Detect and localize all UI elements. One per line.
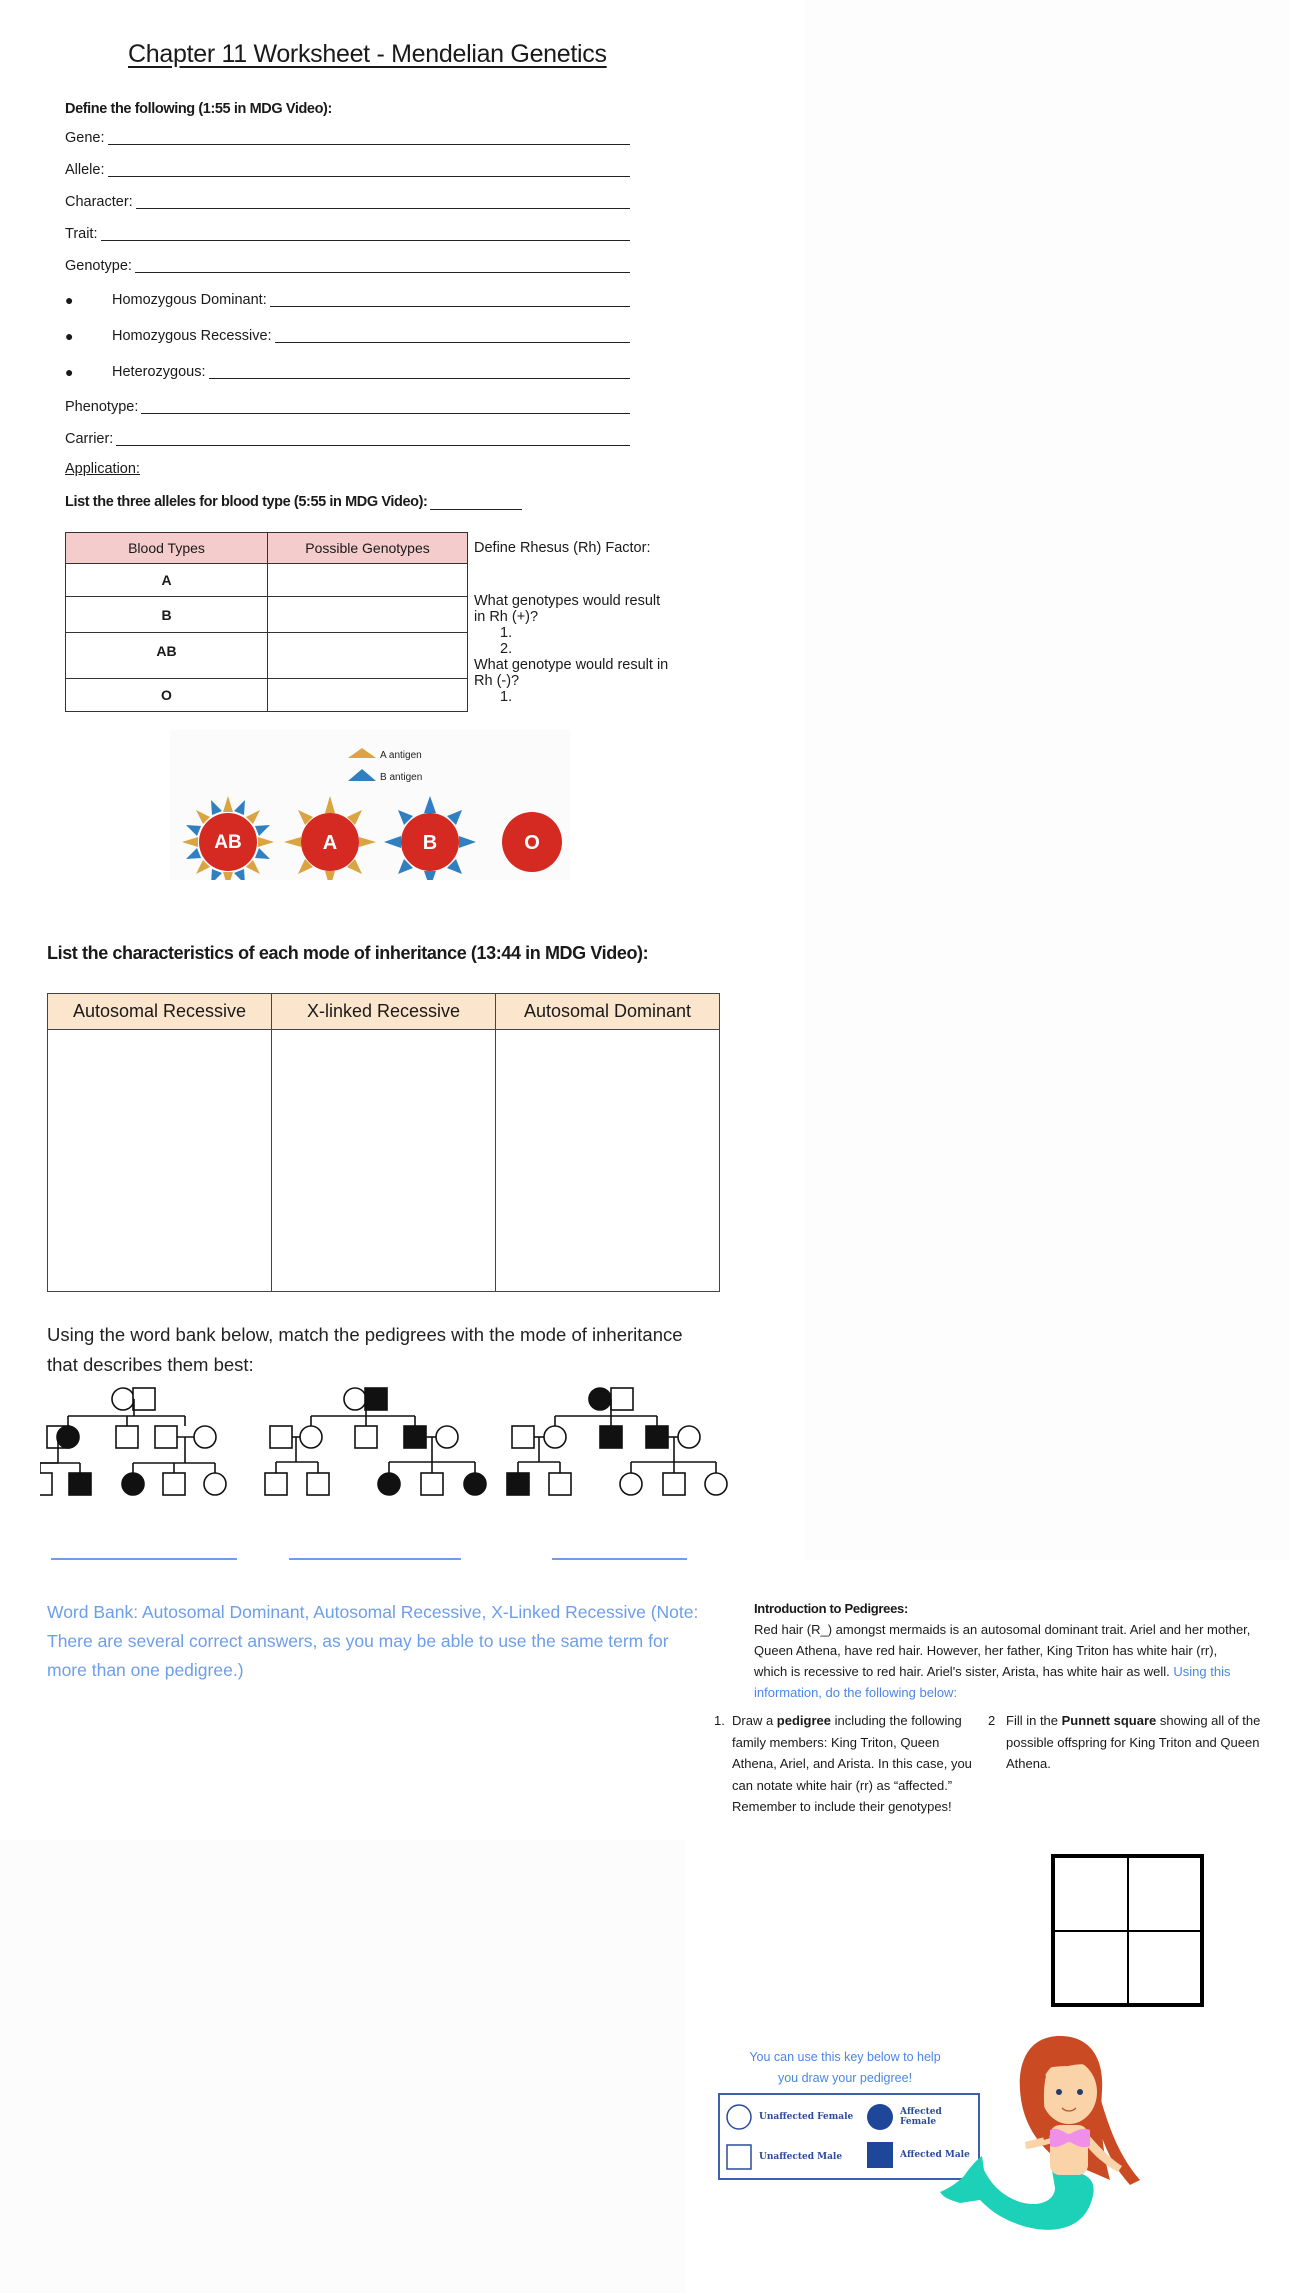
blood-type-table [65,532,468,712]
genotype-answer-cell[interactable] [268,679,468,712]
definition-answer-line[interactable] [116,430,630,446]
pedigree-2-answer-line[interactable] [289,1558,461,1560]
definition-row-phenotype [65,394,630,416]
modes-heading: List the characteristics of each mode of inheritance (13:44 in MDG Video): [47,943,649,963]
rh-positive-item: 1. [500,625,513,641]
worksheet-title: Chapter 11 Worksheet - Mendelian Genetics [128,40,607,68]
definition-label: Homozygous Dominant: [112,292,267,308]
blood-type-cell: A [66,564,268,597]
task-keyword: pedigree [776,1713,831,1728]
column-header-autosomal-recessive: Autosomal Recessive [48,994,272,1030]
table-header-row [66,533,468,564]
bullet-icon: ● [65,328,74,344]
rh-positive-question: What genotypes would result in Rh (+)? [474,593,661,625]
blood-antigen-figure [170,730,570,880]
key-label: Unaffected Male [759,2152,843,2162]
punnett-cell[interactable] [1128,1931,1202,2005]
definition-label: Gene: [65,130,105,146]
page-background-right [805,0,1290,1560]
answer-cell[interactable] [496,1030,720,1292]
key-item-unaffected-female [726,2104,853,2130]
definition-answer-line[interactable] [141,398,630,414]
antigen-diagram-icon [170,730,570,880]
intro-pedigrees [754,1598,1254,1703]
rh-negative-question: What genotype would result in Rh (-)? [474,657,669,689]
task-text: showing all of the possible offspring for King Triton and Queen Athena. [1006,1713,1261,1771]
table-row [66,564,468,597]
alleles-prompt [65,494,522,510]
definition-row-character [65,189,630,211]
genotype-answer-cell[interactable] [268,564,468,597]
key-caption: You can use this key below to help you draw your pedigree! [749,2050,941,2085]
definition-answer-line[interactable] [136,193,630,209]
definition-row-carrier [65,426,630,448]
task-number: 1. [714,1713,725,1728]
application-heading: Application: [65,461,140,477]
blood-type-cell: AB [66,633,268,679]
genotype-answer-cell[interactable] [268,597,468,633]
definition-row-homozygous-dominant [65,287,630,309]
pedigree-2 [265,1388,486,1495]
punnett-cell[interactable] [1054,1931,1128,2005]
definition-answer-line[interactable] [108,129,631,145]
definition-row-genotype [65,253,630,275]
svg-text:O: O [524,832,540,854]
rh-positive-item: 2. [500,641,513,657]
rh-negative-item: 1. [500,689,513,705]
pedigree-instruction: Using the word bank below, match the pedigrees with the mode of inheritance that describes them best: [47,1324,683,1375]
svg-text:AB: AB [214,832,242,853]
punnett-square [1051,1854,1204,2007]
task-punnett-square [988,1710,1261,1775]
column-header: Blood Types [66,533,268,564]
rh-define-prompt: Define Rhesus (Rh) Factor: [474,540,651,556]
definition-label: Homozygous Recessive: [112,328,272,344]
blood-type-cell: B [66,597,268,633]
definition-label: Phenotype: [65,399,139,415]
word-bank: Word Bank: Autosomal Dominant, Autosomal Recessive, X-Linked Recessive (Note: There are several correct answers, as you may be able to use the same term for more than one pedigree.) [47,1602,699,1680]
definition-row-allele [65,157,630,179]
svg-text:A: A [322,832,338,854]
task-draw-pedigree [714,1710,982,1818]
key-label: Affected Female [900,2107,942,2127]
legend-a-antigen: A antigen [380,750,422,761]
definition-row-gene [65,125,630,147]
punnett-cell[interactable] [1128,1857,1202,1931]
intro-body-text: Red hair (R_) amongst mermaids is an autosomal dominant trait. Ariel and her mother, Queen Athena, have red hair. However, her father, King Triton has white hair (rr), which is recessive to red hair. Ariel's sister, Arista, has white hair as well. [754,1622,1251,1679]
definition-label: Character: [65,194,133,210]
bullet-icon: ● [65,292,74,308]
task-text: including the following family members: King Triton, Queen Athena, Ariel, and Arista. In this case, you can notate white hair (rr) as “affected.” Remember to include their genotypes! [732,1713,972,1814]
table-header-row [48,994,720,1030]
definition-label: Genotype: [65,258,132,274]
answer-cell[interactable] [48,1030,272,1292]
define-heading: Define the following (1:55 in MDG Video): [65,101,332,117]
inheritance-modes-table [47,993,720,1292]
table-row [48,1030,720,1292]
affected-male-icon [867,2142,893,2168]
alleles-prompt-text: List the three alleles for blood type (5:55 in MDG Video): [65,494,428,510]
punnett-cell[interactable] [1054,1857,1128,1931]
pedigree-1 [40,1388,226,1495]
column-header-autosomal-dominant: Autosomal Dominant [496,994,720,1030]
pedigree-3-answer-line[interactable] [552,1558,687,1560]
task-text: Fill in the [1006,1713,1062,1728]
legend-b-antigen: B antigen [380,772,423,783]
intro-body [754,1619,1254,1703]
mermaid-illustration-icon [940,2030,1180,2245]
page-background-bottom [0,1840,685,2293]
key-label: Affected Male [900,2150,970,2160]
definition-row-heterozygous [65,359,630,381]
unaffected-male-icon [726,2144,752,2170]
table-row [66,597,468,633]
definition-answer-line[interactable] [275,327,630,343]
task-keyword: Punnett square [1061,1713,1157,1728]
column-header-x-linked-recessive: X-linked Recessive [272,994,496,1030]
definition-label: Carrier: [65,431,114,447]
rh-factor-questions [474,540,674,705]
affected-female-icon [867,2104,893,2130]
definition-answer-line[interactable] [270,291,630,307]
intro-heading: Introduction to Pedigrees: [754,1601,908,1616]
genotype-answer-cell[interactable] [268,633,468,679]
blood-type-cell: O [66,679,268,712]
definition-row-homozygous-recessive [65,323,630,345]
key-item-unaffected-male [726,2144,842,2170]
task-text: Draw a [732,1713,777,1728]
definition-label: Allele: [65,162,105,178]
answer-cell[interactable] [272,1030,496,1292]
definition-label: Heterozygous: [112,364,206,380]
bullet-icon: ● [65,364,74,380]
pedigree-3 [507,1388,727,1495]
task-number: 2 [988,1713,996,1728]
column-header: Possible Genotypes [268,533,468,564]
definition-answer-line[interactable] [101,225,631,241]
definition-row-trait [65,221,630,243]
alleles-answer-line[interactable] [430,494,522,510]
definition-answer-line[interactable] [108,161,631,177]
unaffected-female-icon [726,2104,752,2130]
table-row [66,633,468,679]
table-row [66,679,468,712]
svg-text:B: B [422,832,438,854]
pedigree-1-answer-line[interactable] [51,1558,237,1560]
pedigree-charts-icon [40,1385,740,1510]
key-label: Unaffected Female [759,2112,854,2122]
definition-label: Trait: [65,226,98,242]
definition-answer-line[interactable] [209,363,631,379]
intro-instruction: Using this information, do the following below: [754,1664,1231,1700]
definition-answer-line[interactable] [135,257,630,273]
